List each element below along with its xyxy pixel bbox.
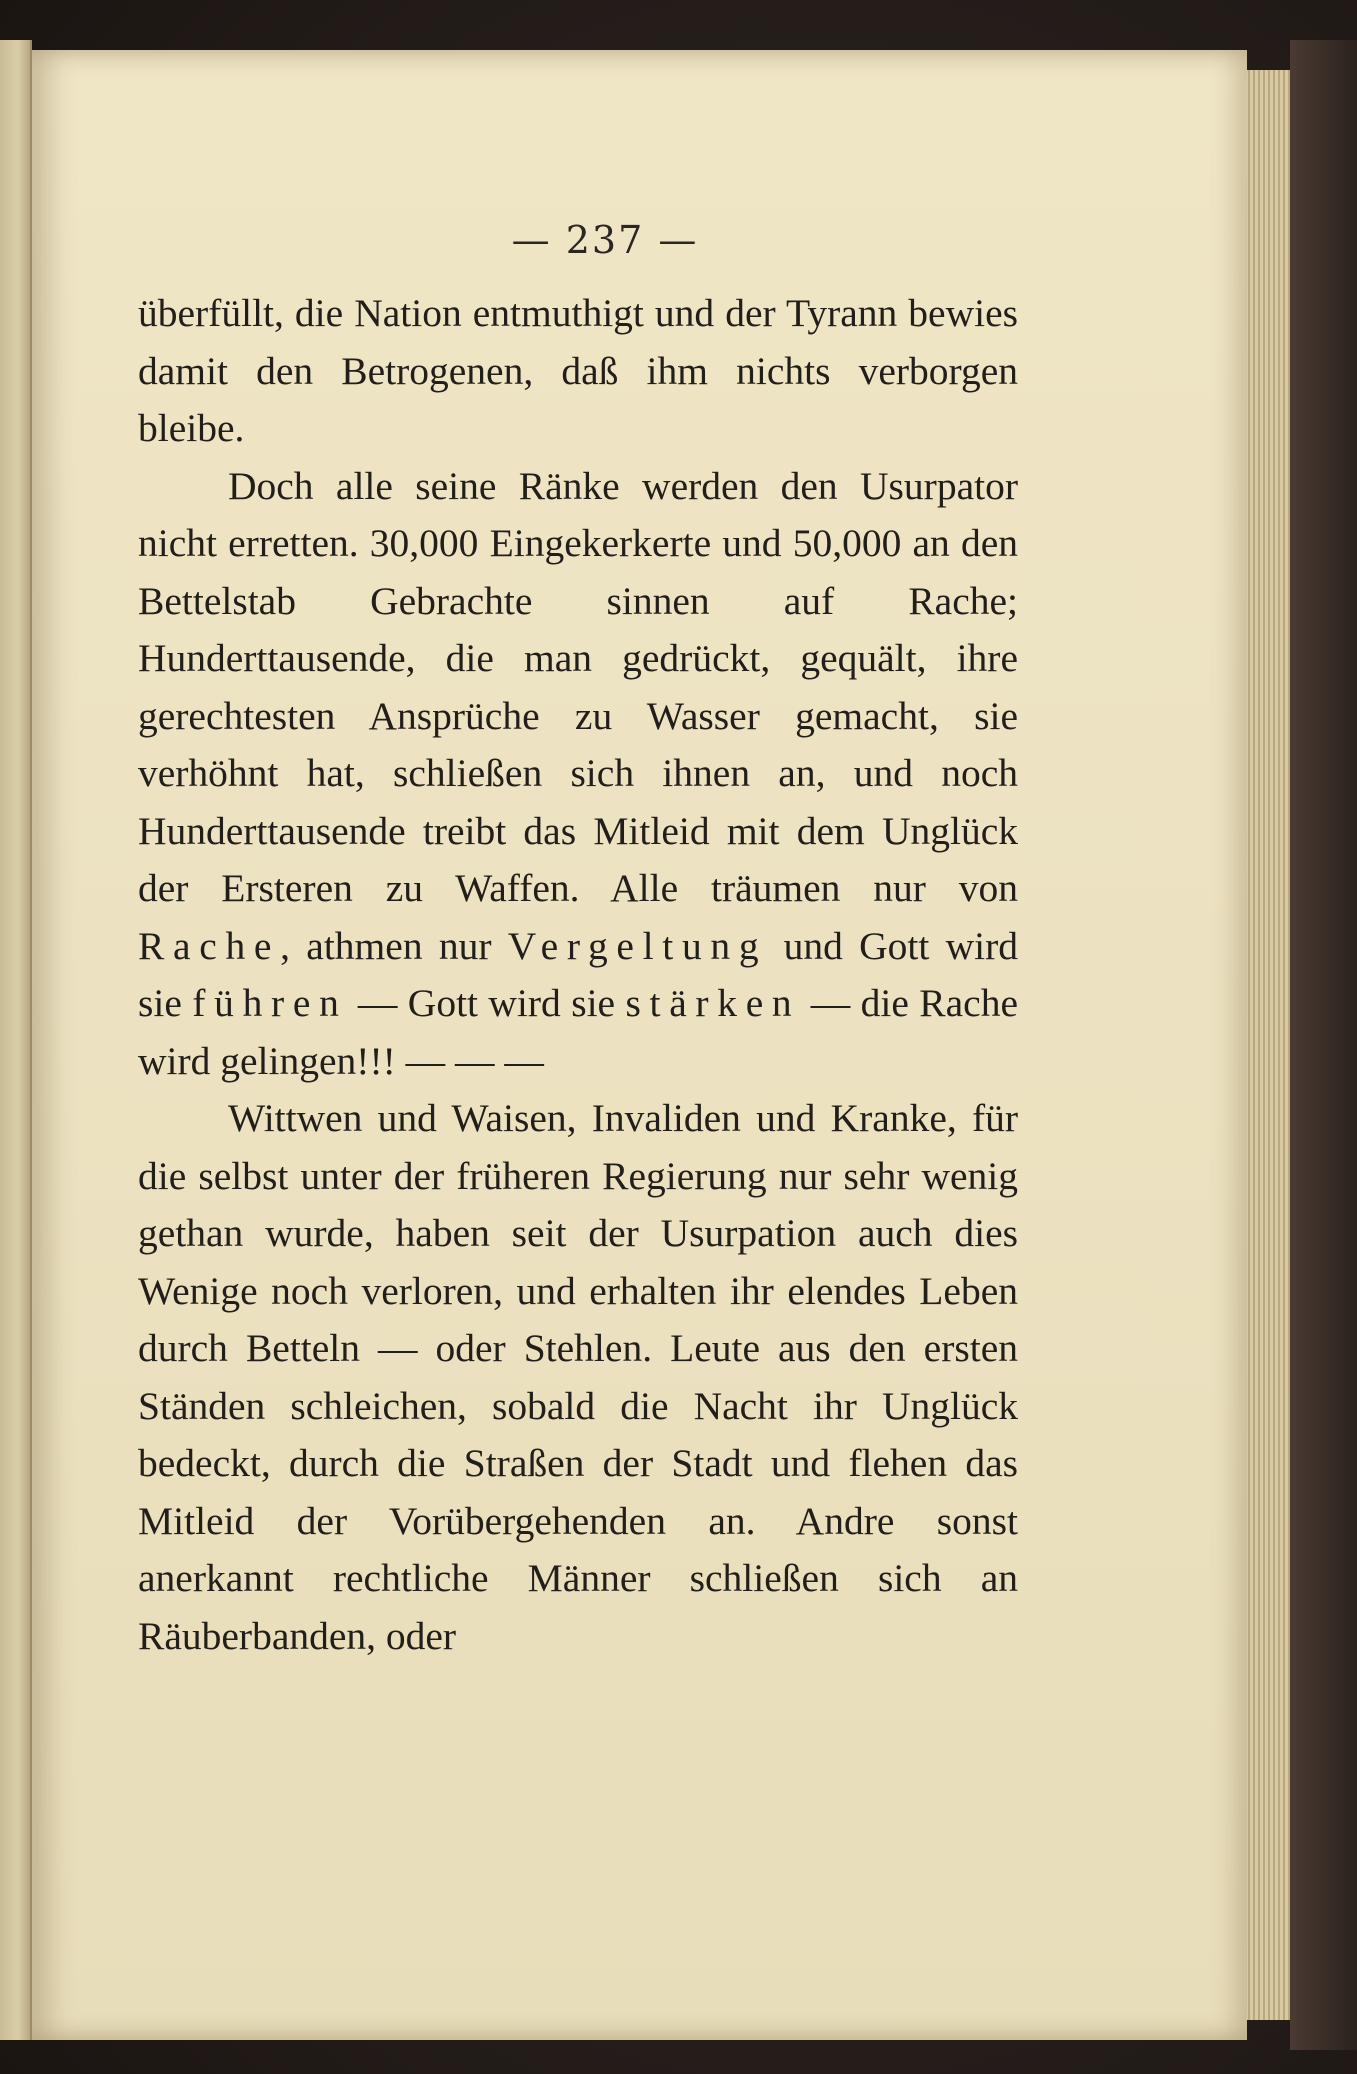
paragraph-2-part: , athmen nur [280, 923, 508, 968]
paragraph-2-part: Doch alle seine Ränke werden den Usurpator nicht erretten. 30,000 Eingekerkerte und 50,000 an den Bettelstab Gebrachte sinnen auf Rache; Hunderttausende, die man gedrückt, gequält, ihre gerechtesten Ansprüche zu Wasser gemacht, sie verhöhnt hat, schließen sich ihnen an, und noch Hunderttausende treibt das Mitleid mit dem Unglück der Ersteren zu Waffen. Alle träumen nur von [138, 463, 1018, 910]
page-number: — 237 — [511, 218, 699, 262]
paragraph-1: überfüllt, die Nation entmuthigt und der Tyrann bewies damit den Betrogenen, daß ihm nichts verborgen bleibe. [138, 291, 1018, 450]
paragraph-2 [138, 458, 1018, 1091]
paragraph-2-part: — die Rache wird gelingen!!! — — — [138, 981, 1018, 1083]
spaced-word-fuehren: führen [192, 981, 348, 1025]
previous-page-edge [0, 40, 32, 2040]
spaced-word-rache: Rache [138, 923, 281, 968]
body-text [138, 285, 1018, 1665]
spaced-word-staerken: stärken [625, 981, 801, 1025]
paragraph-3: Wittwen und Waisen, Invaliden und Kranke, für die selbst unter der früheren Regierung nur sehr wenig gethan wurde, haben seit der Usurpation auch dies Wenige noch verloren, und erhalten ihr elendes Leben durch Betteln — oder Stehlen. Leute aus den ersten Ständen schleichen, sobald die Nacht ihr Unglück bedeckt, durch die Straßen der Stadt und flehen das Mitleid der Vorübergehenden an. Andre sonst anerkannt rechtliche Männer schließen sich an Räuberbanden, oder [138, 1096, 1018, 1658]
paragraph-2-part: — Gott wird sie [347, 981, 626, 1025]
book-cover-edge [1290, 40, 1357, 2050]
paragraph-2-part: und Gott wird sie [138, 923, 1018, 1025]
spaced-word-vergeltung: Vergeltung [507, 923, 768, 968]
